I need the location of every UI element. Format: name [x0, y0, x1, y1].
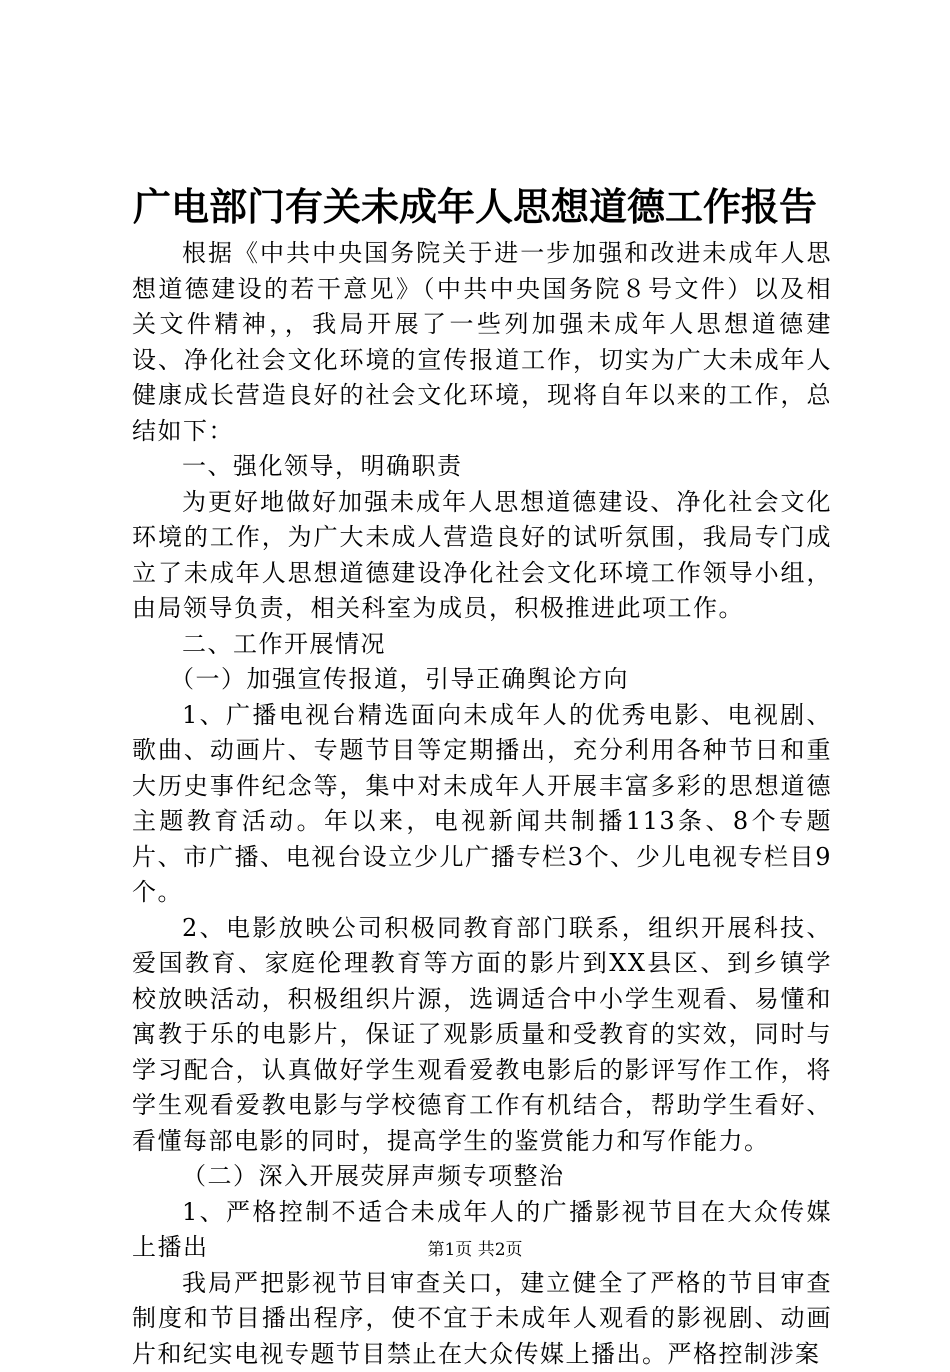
document-body	[132, 236, 832, 1372]
section-heading-1: 一、强化领导，明确职责	[132, 449, 832, 485]
subsection-1-item-1: 1、广播电视台精选面向未成年人的优秀电影、电视剧、歌曲、动画片、专题节目等定期播出，充分利用各种节日和重大历史事件纪念等，集中对未成年人开展丰富多彩的思想道德主题教育活动。年以来，电视新闻共制播113条、8个专题片、市广播、电视台设立少儿广播专栏3个、少儿电视专栏目9个。	[132, 698, 832, 911]
subsection-2-item-1: 1、严格控制不适合未成年人的广播影视节目在大众传媒上播出	[132, 1195, 832, 1266]
document-title: 广电部门有关未成年人思想道德工作报告	[0, 181, 950, 233]
section-1-paragraph: 为更好地做好加强未成年人思想道德建设、净化社会文化环境的工作，为广大未成人营造良好的试听氛围，我局专门成立了未成年人思想道德建设净化社会文化环境工作领导小组，由局领导负责，相关科室为成员，积极推进此项工作。	[132, 485, 832, 627]
subsection-heading-2: （二）深入开展荧屏声频专项整治	[132, 1159, 832, 1195]
intro-paragraph: 根据《中共中央国务院关于进一步加强和改进未成年人思想道德建设的若干意见》（中共中央国务院８号文件）以及相关文件精神，，我局开展了一些列加强未成年人思想道德建设、净化社会文化环境的宣传报道工作，切实为广大未成年人健康成长营造良好的社会文化环境，现将自年以来的工作，总结如下：	[132, 236, 832, 449]
subsection-1-item-2: 2、电影放映公司积极同教育部门联系，组织开展科技、爱国教育、家庭伦理教育等方面的影片到XX县区、到乡镇学校放映活动，积极组织片源，选调适合中小学生观看、易懂和寓教于乐的电影片，保证了观影质量和受教育的实效，同时与学习配合，认真做好学生观看爱教电影后的影评写作工作，将学生观看爱教电影与学校德育工作有机结合，帮助学生看好、看懂每部电影的同时，提高学生的鉴赏能力和写作能力。	[132, 911, 832, 1160]
section-heading-2: 二、工作开展情况	[132, 627, 832, 663]
subsection-2-paragraph: 我局严把影视节目审查关口，建立健全了严格的节目审查制度和节目播出程序，使不宜于未成年人观看的影视剧、动画片和纪实电视专题节目禁止在大众传媒上播出。严格控制涉案	[132, 1266, 832, 1372]
subsection-heading-1: （一）加强宣传报道，引导正确舆论方向	[132, 662, 832, 698]
page-footer: 第1页 共2页	[0, 1238, 950, 1262]
